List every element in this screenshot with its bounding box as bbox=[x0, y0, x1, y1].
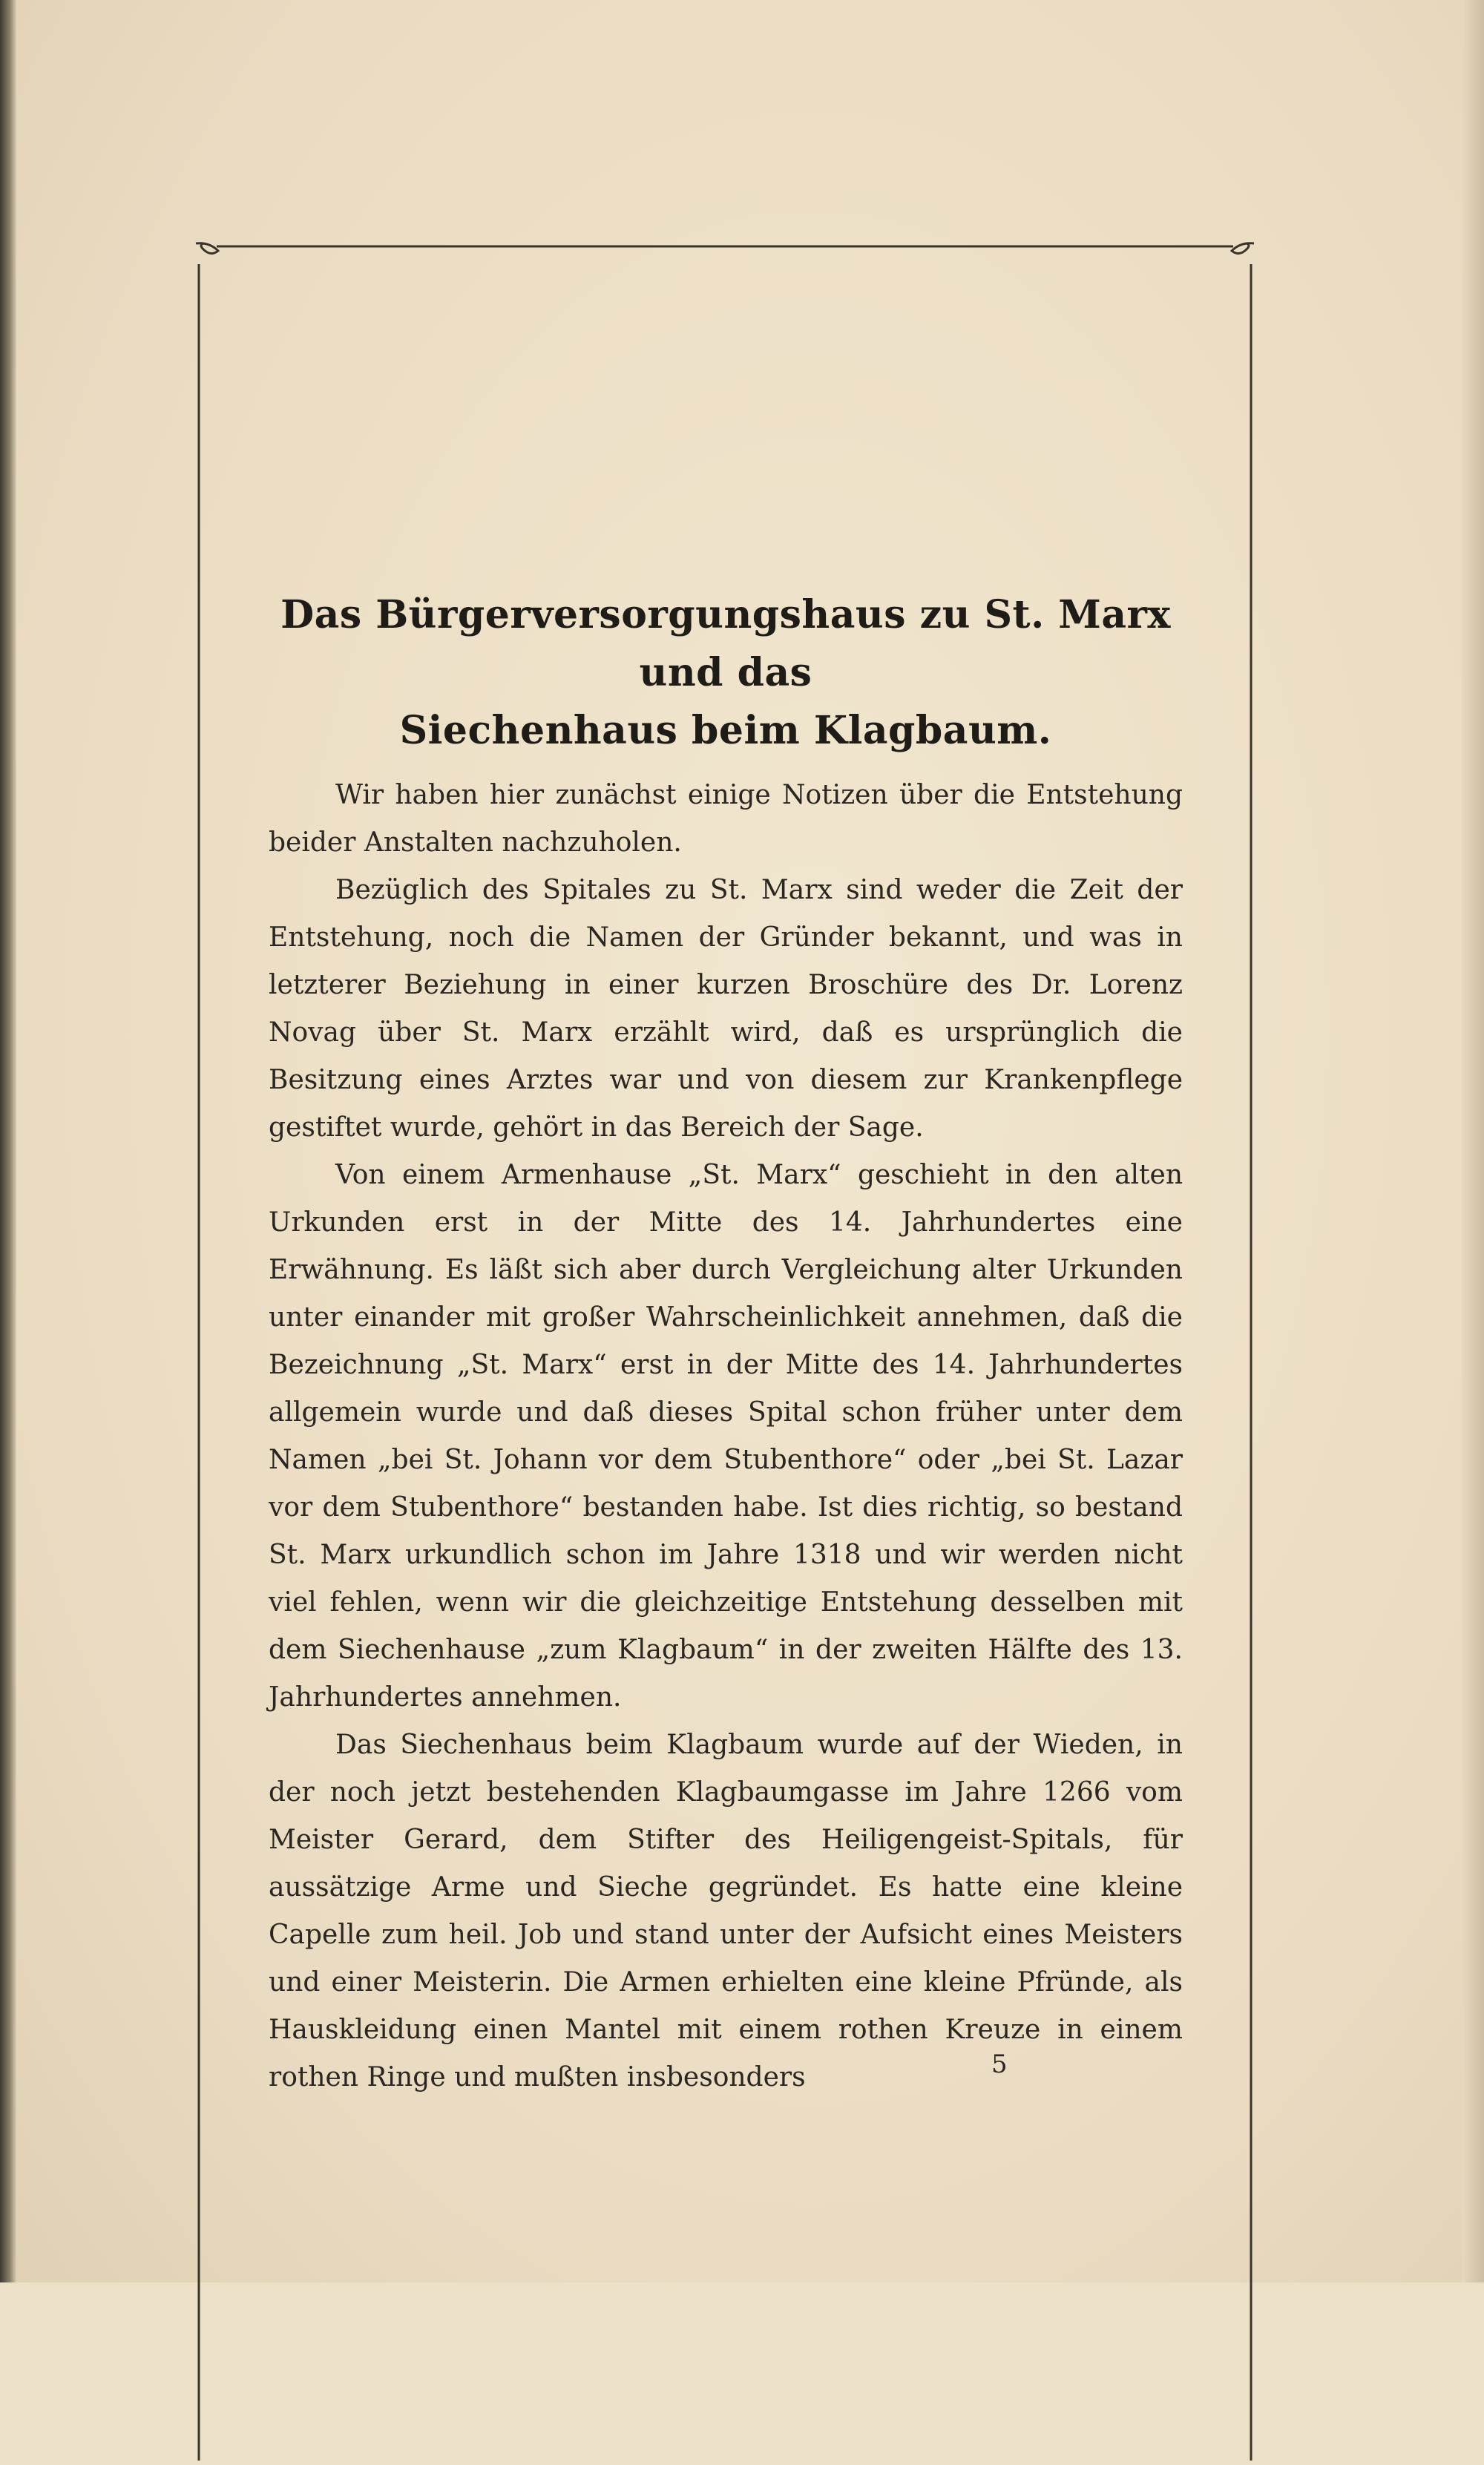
chapter-title-line-1: Das Bürgerversorgungshaus zu St. Marx und das bbox=[280, 592, 1171, 695]
paragraph-2: Bezüglich des Spitales zu St. Marx sind weder die Zeit der Entstehung, noch die Namen der Gründer bekannt, und was in letzterer Beziehung in einer kurzen Broschüre des Dr. Lorenz Novag über St. Marx erzählt wird, daß es ursprünglich die Besitzung eines Arztes war und von diesem zur Krankenpflege gestiftet wurde, gehört in das Bereich der Sage. bbox=[269, 875, 1183, 1143]
paragraph-1: Wir haben hier zunächst einige Notizen über die Entstehung beider Anstalten nachzuholen. bbox=[269, 780, 1183, 858]
page-edge-right bbox=[1462, 0, 1484, 2282]
page-content bbox=[269, 586, 1183, 2101]
page-number: 5 bbox=[991, 2049, 1008, 2079]
chapter-title-line-2: Siechenhaus beim Klagbaum. bbox=[399, 708, 1052, 753]
book-binding-left bbox=[0, 0, 16, 2282]
chapter-title bbox=[269, 586, 1183, 760]
paragraph-3: Von einem Armenhause „St. Marx“ geschieht in den alten Urkunden erst in der Mitte des 14. Jahrhundertes eine Erwähnung. Es läßt sich aber durch Vergleichung alter Urkunden unter einander mit großer Wahrscheinlichkeit annehmen, daß die Bezeichnung „St. Marx“ erst in der Mitte des 14. Jahrhundertes allgemein wurde und daß dieses Spital schon früher unter dem Namen „bei St. Johann vor dem Stubenthore“ oder „bei St. Lazar vor dem Stubenthore“ bestanden habe. Ist dies richtig, so bestand St. Marx urkundlich schon im Jahre 1318 und wir werden nicht viel fehlen, wenn wir die gleichzeitige Entstehung desselben mit dem Siechenhause „zum Klagbaum“ in der zweiten Hälfte des 13. Jahrhundertes annehmen. bbox=[269, 1160, 1183, 1713]
paragraph-4: Das Siechenhaus beim Klagbaum wurde auf der Wieden, in der noch jetzt bestehenden Klagbaumgasse im Jahre 1266 vom Meister Gerard, dem Stifter des Heiligengeist-Spitals, für aussätzige Arme und Sieche gegründet. Es hatte eine kleine Capelle zum heil. Job und stand unter der Aufsicht eines Meisters und einer Meisterin. Die Armen erhielten eine kleine Pfründe, als Hauskleidung einen Mantel mit einem rothen Kreuze in einem rothen Ringe und mußten insbesonders bbox=[269, 1730, 1183, 2093]
